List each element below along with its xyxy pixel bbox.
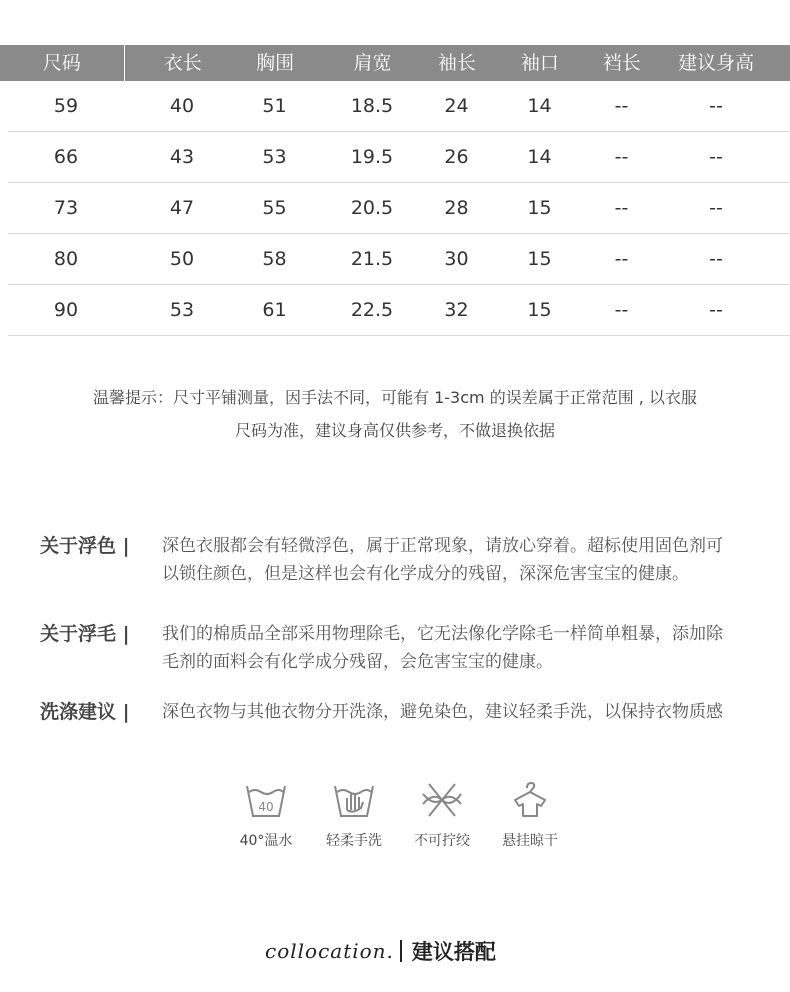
table-cell: -- (614, 299, 629, 321)
table-cell: -- (614, 248, 629, 270)
table-cell: 24 (444, 95, 469, 117)
table-header (0, 45, 790, 81)
table-cell: 14 (527, 95, 552, 117)
care-label: 关于浮毛 | (40, 623, 130, 645)
header-size: 尺码 (0, 45, 125, 81)
table-cell: 55 (262, 197, 287, 219)
wash-caption: 悬挂晾干 (502, 833, 558, 849)
table-cell: 43 (169, 146, 195, 168)
table-cell: 59 (53, 95, 79, 117)
table-cell: 26 (444, 146, 469, 168)
header-length: 衣长 (163, 52, 202, 74)
wash-item (486, 780, 574, 850)
care-label: 洗涤建议 | (40, 701, 130, 723)
table-cell: 73 (53, 197, 79, 219)
header-sleeve-length: 袖长 (437, 52, 476, 74)
table-cell: 14 (527, 146, 552, 168)
table-cell: 61 (262, 299, 287, 321)
header-chest: 胸围 (256, 52, 295, 74)
collocation-title: 建议搭配 (411, 940, 496, 964)
table-cell: 53 (169, 299, 195, 321)
wash-caption: 不可拧绞 (414, 833, 470, 849)
table-cell: 20.5 (350, 197, 394, 219)
collocation-heading (265, 936, 496, 966)
table-cell: 21.5 (350, 248, 394, 270)
table-cell: 53 (262, 146, 287, 168)
table-cell: 22.5 (350, 299, 394, 321)
care-text: 深色衣物与其他衣物分开洗涤，避免染色，建议轻柔手洗，以保持衣物质感 (162, 702, 723, 722)
table-cell: 66 (53, 146, 79, 168)
wash-item (310, 780, 398, 850)
table-cell: -- (614, 95, 629, 117)
table-cell: -- (709, 248, 723, 270)
table-cell: 32 (444, 299, 469, 321)
table-cell: 40 (169, 95, 195, 117)
header-shoulder: 肩宽 (353, 52, 392, 74)
table-cell: 30 (444, 248, 469, 270)
table-cell: 50 (169, 248, 195, 270)
table-cell: 58 (262, 248, 287, 270)
hand-wash-icon (331, 780, 377, 820)
wash-item (222, 780, 310, 850)
wash-caption: 轻柔手洗 (326, 833, 382, 849)
wash-icons (222, 780, 574, 850)
table-row (8, 285, 790, 336)
table-cell: 19.5 (350, 146, 394, 168)
care-floating-lint (40, 620, 760, 676)
table-cell: -- (709, 146, 723, 168)
table-cell: 51 (262, 95, 287, 117)
notice-line-2: 尺码为准，建议身高仅供参考，不做退换依据 (234, 421, 555, 440)
table-cell: 15 (527, 248, 552, 270)
table-cell: 90 (53, 299, 79, 321)
size-table (0, 45, 790, 336)
table-cell: -- (709, 197, 723, 219)
notice-line-1: 温馨提示：尺寸平铺测量，因手法不同，可能有 1-3cm 的误差属于正常范围 , 以衣服 (93, 388, 697, 407)
header-crotch: 裆长 (602, 52, 641, 74)
table-row (8, 183, 790, 234)
table-cell: 80 (53, 248, 79, 270)
care-label: 关于浮色 | (40, 535, 130, 557)
wash-caption: 40°温水 (239, 833, 293, 849)
care-text: 我们的棉质品全部采用物理除毛，它无法像化学除毛一样简单粗暴，添加除毛剂的面料会有化学成分残留，会危害宝宝的健康。 (162, 624, 723, 672)
table-cell: -- (614, 146, 629, 168)
no-wring-icon (419, 780, 465, 820)
divider-bar (400, 940, 402, 962)
care-washing (40, 698, 760, 726)
table-row (8, 234, 790, 285)
collocation-script: collocation. (265, 939, 394, 963)
table-cell: 28 (444, 197, 469, 219)
table-cell: 47 (169, 197, 195, 219)
table-cell: -- (709, 299, 723, 321)
care-text: 深色衣服都会有轻微浮色，属于正常现象，请放心穿着。超标使用固色剂可以锁住颜色，但是这样也会有化学成分的残留，深深危害宝宝的健康。 (162, 536, 723, 584)
table-row (8, 132, 790, 183)
table-cell: -- (709, 95, 723, 117)
table-cell: 15 (527, 299, 552, 321)
wash-item (398, 780, 486, 850)
table-row (8, 81, 790, 132)
hang-dry-icon (507, 780, 553, 820)
care-floating-color (40, 532, 760, 588)
table-cell: -- (614, 197, 629, 219)
wash-40-icon (243, 780, 289, 820)
header-height: 建议身高 (678, 52, 755, 74)
wash-temperature: 40 (258, 800, 274, 814)
header-cuff: 袖口 (520, 52, 559, 74)
size-notice (0, 381, 790, 447)
table-cell: 18.5 (350, 95, 394, 117)
table-cell: 15 (527, 197, 552, 219)
